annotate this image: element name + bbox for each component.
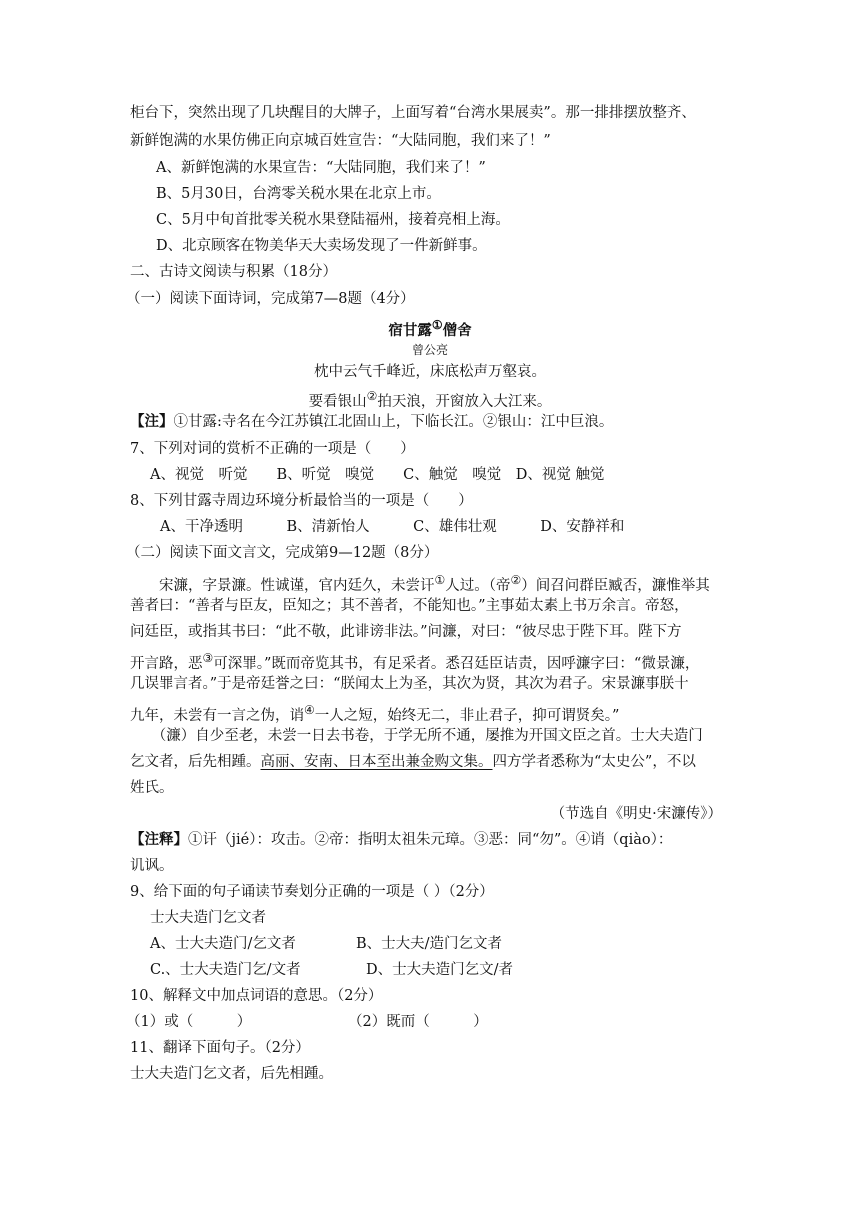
q10-item-2: （2）既而（ ） [348,1014,488,1030]
prose-note-line-1: 【注释】①讦（jié）：攻击。②帝：指明太祖朱元璋。③恶：同“勿”。④诮（qiào）： [130,831,673,848]
q8-options: A、干净透明 B、清新怡人 C、雄伟壮观 D、安静祥和 [160,519,625,535]
q10-stem: 10、解释文中加点词语的意思。（2分） [130,988,383,1004]
underlined-sentence: 高丽、安南、日本至出兼金购文集。 [260,754,493,770]
prose-line-7: （濂）自少至老，未尝一日去书卷，于学无所不通，屡推为开国文臣之首。士大夫造门 [130,728,703,744]
passage-line-1: 柜台下，突然出现了几块醒目的大牌子，上面写着“台湾水果展卖”。那一排排摆放整齐、 [130,105,696,121]
q9-sentence: 士大夫造门乞文者 [150,910,266,926]
poem-line-1: 枕中云气千峰近，床底松声万壑哀。 [314,364,546,380]
prose-line-3: 问廷臣，或指其书曰：“此不敬，此诽谤非法。”问濂，对曰：“彼尽忠于陛下耳。陛下方 [130,624,682,640]
q7-options: A、视觉 听觉 B、听觉 嗅觉 C、触觉 嗅觉 D、视觉 触觉 [150,467,605,483]
passage-line-2: 新鲜饱满的水果仿佛正向京城百姓宣告：“大陆同胞，我们来了！” [130,133,551,149]
prose-line-8: 乞文者，后先相踵。高丽、安南、日本至出兼金购文集。四方学者悉称为“太史公”，不以 [130,754,696,770]
q6-option-a: A、新鲜饱满的水果宣告：“大陆同胞，我们来了！” [156,160,486,176]
prose-line-2: 善者曰：“善者与臣友，臣知之；其不善者，不能知也。”主事茹太素上书万余言。帝怒， [130,598,689,614]
q9-option-a: A、士大夫造门/乞文者 [150,936,296,952]
q7-stem: 7、下列对词的赏析不正确的一项是（ ） [130,441,415,457]
prose-line-1: 宋濂，字景濂。性诚谨，官内廷久，未尝讦①人过。（帝②）间召问群臣臧否，濂惟举其 [130,573,710,594]
prose-note-line-2: 讥讽。 [130,858,174,874]
prose-line-6: 九年，未尝有一言之伪，诮④一人之短，始终无二，非止君子，抑可谓贤矣。” [130,703,620,724]
source-citation: （节选自《明史·宋濂传》） [550,806,722,822]
q11-sentence: 士大夫造门乞文者，后先相踵。 [130,1066,333,1082]
q10-item-1: （1）或（ ） [126,1014,252,1030]
prose-line-9: 姓氏。 [130,780,174,796]
q9-stem: 9、给下面的句子诵读节奏划分正确的一项是（ ）（2分） [130,884,494,900]
q6-option-c: C、5月中旬首批零关税水果登陆福州，接着亮相上海。 [156,212,510,228]
prose-line-4: 开言路，恶③可深罪。”既而帝览其书，有足采者。悉召廷臣诘责，因呼濂字曰：“微景濂， [130,651,700,672]
section-2-title: 二、古诗文阅读与积累（18分） [130,264,337,280]
q9-option-b: B、士大夫/造门乞文者 [356,936,503,952]
prose-line-5: 几误罪言者。”于是帝廷誉之曰：“朕闻太上为圣，其次为贤，其次为君子。宋景濂事朕十 [130,676,689,692]
poem-title: 宿甘露①僧舍 [388,318,472,339]
poem-author: 曾公亮 [411,343,448,357]
poem-line-2: 要看银山②拍天浪，开窗放入大江来。 [308,389,552,410]
q6-option-b: B、5月30日，台湾零关税水果在北京上市。 [156,186,441,202]
q11-stem: 11、翻译下面句子。（2分） [130,1040,310,1056]
part-2-heading: （二）阅读下面文言文，完成第9—12题（8分） [126,545,439,561]
q6-option-d: D、北京顾客在物美华天大卖场发现了一件新鲜事。 [156,238,487,254]
q9-option-d: D、士大夫造门乞文/者 [366,962,514,978]
part-1-heading: （一）阅读下面诗词，完成第7—8题（4分） [126,291,415,307]
q8-stem: 8、下列甘露寺周边环境分析最恰当的一项是（ ） [130,493,473,509]
q9-option-c: C.、士大夫造门乞/文者 [150,962,301,978]
poem-note: 【注】①甘露:寺名在今江苏镇江北固山上，下临长江。②银山：江中巨浪。 [130,413,614,430]
